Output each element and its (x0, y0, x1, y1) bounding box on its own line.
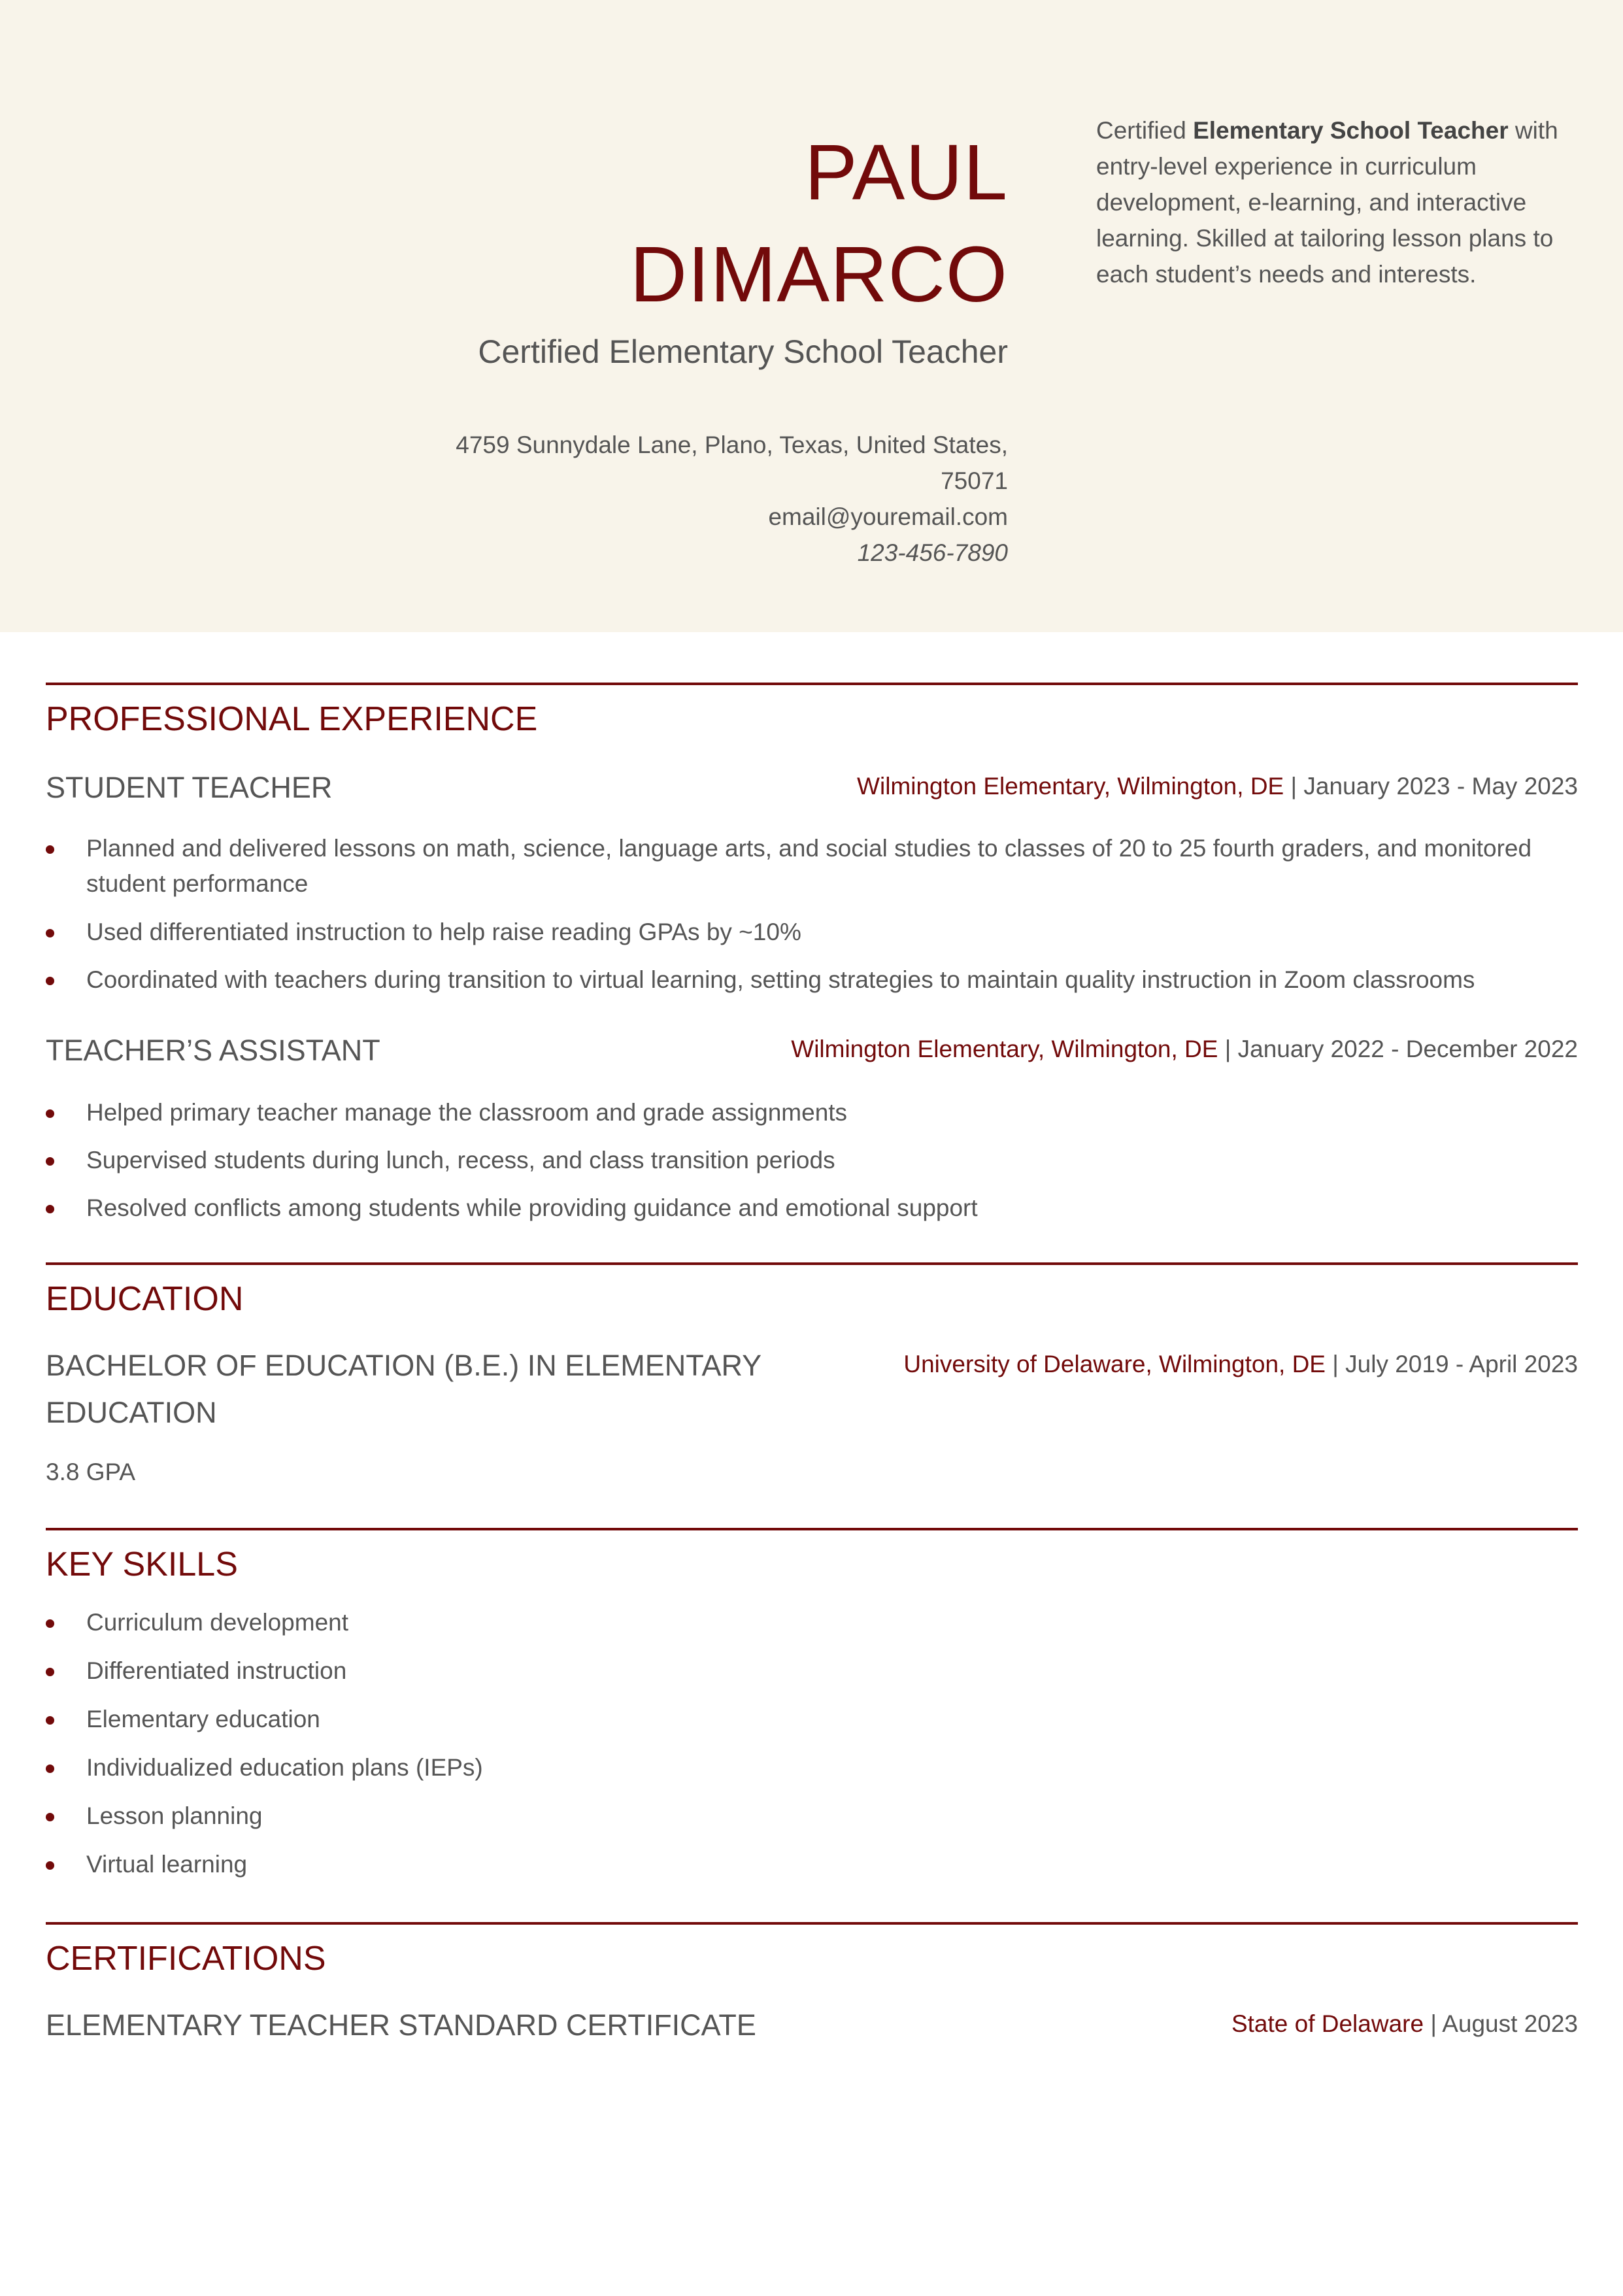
section-title-education: EDUCATION (46, 1280, 244, 1318)
meta-separator: | (1325, 1351, 1346, 1377)
job-title: STUDENT TEACHER (46, 771, 333, 804)
meta-separator: | (1284, 773, 1304, 800)
skills-list (46, 1605, 1578, 1882)
certifications-section (46, 1922, 1578, 2079)
list-item: Virtual learning (46, 1847, 1578, 1882)
list-item: Used differentiated instruction to help raise reading GPAs by ~10% (46, 915, 1578, 950)
section-divider (46, 1528, 1578, 1530)
education-org: University of Delaware, Wilmington, DE (903, 1351, 1326, 1377)
candidate-name (418, 121, 1008, 325)
education-dates: July 2019 - April 2023 (1345, 1351, 1578, 1377)
experience-section (46, 683, 1578, 1232)
meta-separator: | (1218, 1036, 1238, 1062)
list-item: Curriculum development (46, 1605, 1578, 1640)
certification-date: August 2023 (1442, 2010, 1578, 2037)
meta-separator: | (1424, 2010, 1443, 2037)
job-meta (791, 1031, 1578, 1068)
contact-info (418, 427, 1008, 571)
summary-prefix: Certified (1096, 117, 1194, 144)
degree-line-1: BACHELOR OF EDUCATION (B.E.) IN ELEMENTARY (46, 1349, 762, 1382)
address-line-1: 4759 Sunnydale Lane, Plano, Texas, United States, (456, 431, 1008, 458)
job-title: Certified Elementary School Teacher (478, 333, 1008, 370)
certification-org: State of Delaware (1231, 2010, 1424, 2037)
job-org: Wilmington Elementary, Wilmington, DE (791, 1036, 1218, 1062)
section-title-certifications: CERTIFICATIONS (46, 1940, 326, 1978)
job-dates: January 2022 - December 2022 (1237, 1036, 1578, 1062)
list-item: Individualized education plans (IEPs) (46, 1750, 1578, 1785)
list-item: Resolved conflicts among students while providing guidance and emotional support (46, 1190, 1578, 1226)
list-item: Planned and delivered lessons on math, science, language arts, and social studies to classes of 20 to 25 fourth graders, and monitored student performance (46, 831, 1578, 902)
section-divider (46, 683, 1578, 685)
degree-title (46, 1342, 761, 1436)
certification-name: ELEMENTARY TEACHER STANDARD CERTIFICATE (46, 2008, 756, 2042)
section-divider (46, 1262, 1578, 1265)
job-bullets (46, 1095, 1578, 1226)
list-item: Helped primary teacher manage the classroom and grade assignments (46, 1095, 1578, 1130)
address-line-2: 75071 (941, 467, 1008, 494)
last-name: DIMARCO (629, 229, 1008, 318)
degree-line-2: EDUCATION (46, 1396, 217, 1429)
summary-rest: with entry-level experience in curriculum development, e-learning, and interactive learning. Skilled at tailoring lesson plans to each student’s needs and interests. (1096, 117, 1558, 288)
first-name: PAUL (804, 127, 1008, 216)
summary-bold: Elementary School Teacher (1193, 117, 1509, 144)
certification-meta (1231, 2006, 1578, 2042)
education-section (46, 1262, 1578, 1511)
email: email@youremail.com (768, 503, 1008, 530)
summary (1096, 112, 1567, 292)
education-meta (903, 1346, 1578, 1383)
section-title-skills: KEY SKILLS (46, 1545, 238, 1583)
resume-header (0, 0, 1623, 632)
gpa: 3.8 GPA (46, 1459, 136, 1485)
list-item: Elementary education (46, 1702, 1578, 1737)
job-dates: January 2023 - May 2023 (1303, 773, 1578, 800)
list-item: Coordinated with teachers during transition to virtual learning, setting strategies to maintain quality instruction in Zoom classrooms (46, 962, 1578, 998)
list-item: Supervised students during lunch, recess, and class transition periods (46, 1143, 1578, 1178)
section-title-experience: PROFESSIONAL EXPERIENCE (46, 700, 538, 738)
phone: 123-456-7890 (857, 539, 1008, 566)
section-divider (46, 1922, 1578, 1925)
job-title: TEACHER’S ASSISTANT (46, 1034, 380, 1067)
job-bullets (46, 831, 1578, 998)
list-item: Lesson planning (46, 1798, 1578, 1834)
skills-section (46, 1528, 1578, 1894)
list-item: Differentiated instruction (46, 1653, 1578, 1689)
job-meta (857, 768, 1578, 805)
job-org: Wilmington Elementary, Wilmington, DE (857, 773, 1284, 800)
